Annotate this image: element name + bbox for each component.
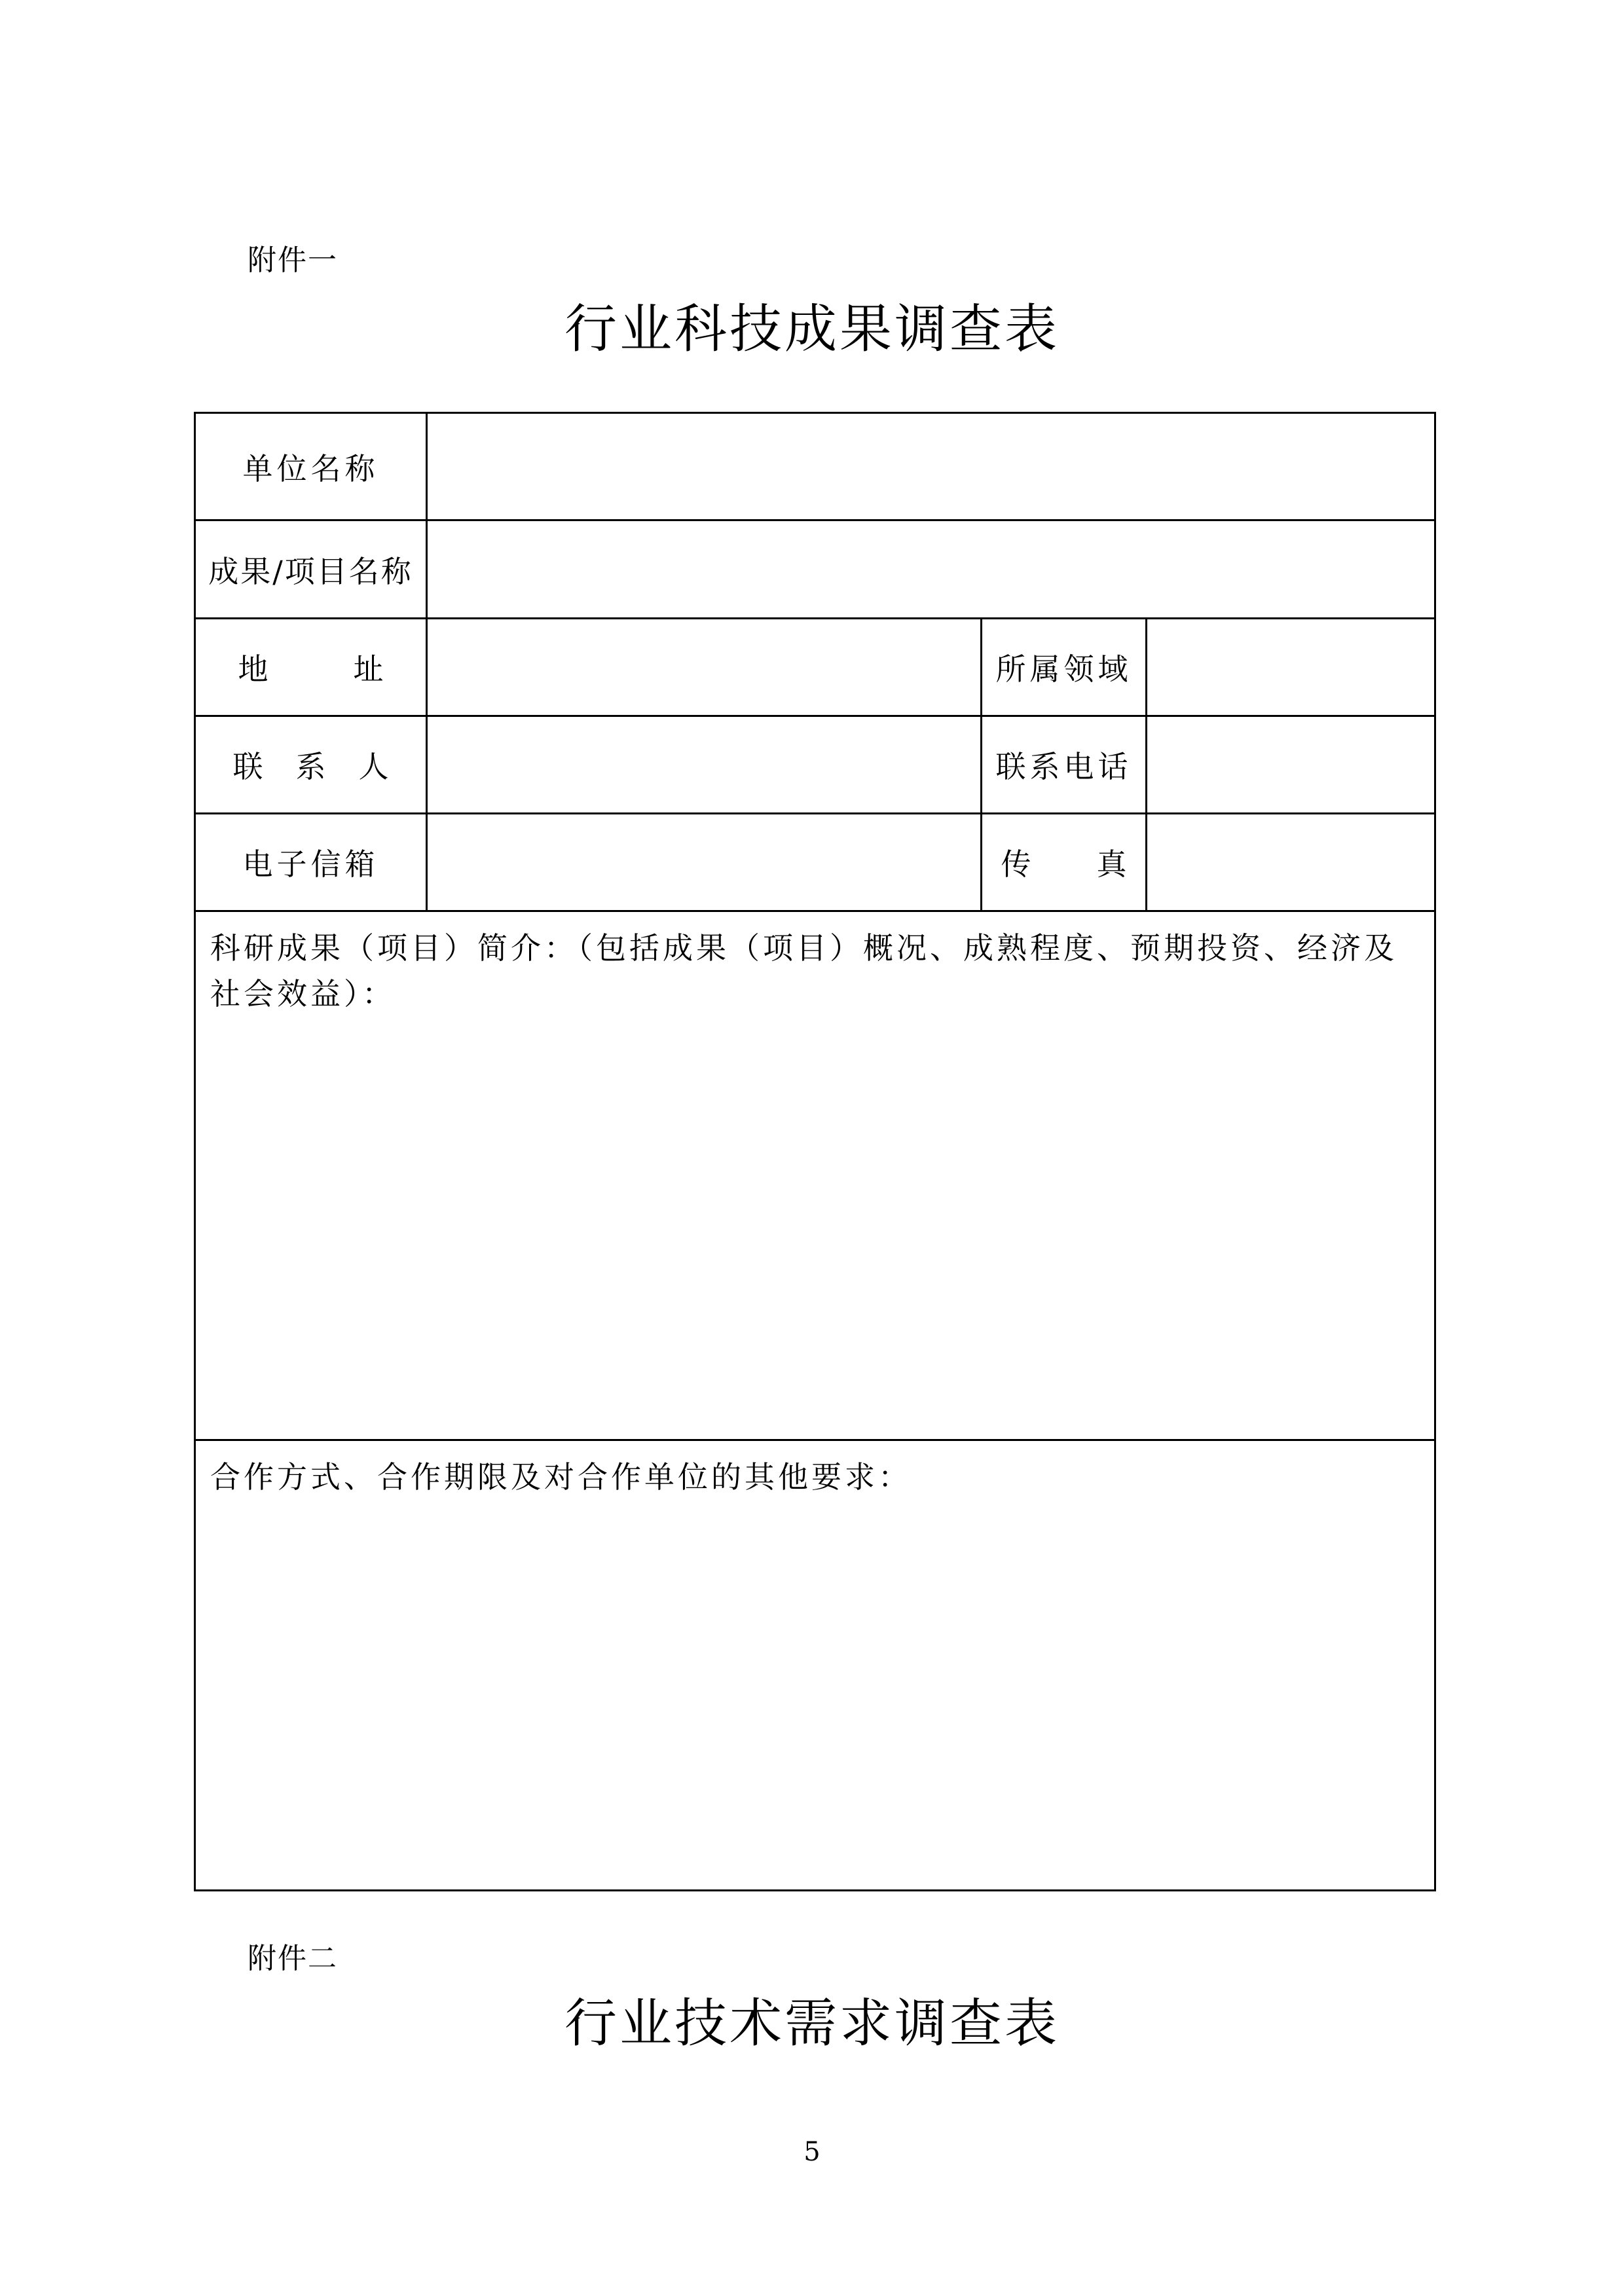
annex-2-label: 附件二 [248, 1942, 338, 1975]
summary-label: 科研成果（项目）简介：（包括成果（项目）概况、成熟程度、预期投资、经济及社会效益）： [210, 930, 1397, 1011]
field-label: 所属领域 [982, 619, 1147, 716]
row-email [195, 814, 1435, 911]
phone-label: 联系电话 [982, 716, 1147, 814]
contact-field[interactable] [427, 716, 982, 814]
address-label-char-1: 地 [238, 651, 268, 687]
row-cooperation [195, 1440, 1435, 1891]
phone-field[interactable] [1147, 716, 1435, 814]
project-name-label: 成果/项目名称 [195, 520, 427, 619]
field-field[interactable] [1147, 619, 1435, 716]
address-field[interactable] [427, 619, 982, 716]
page-number: 5 [803, 2137, 821, 2167]
fax-label-char-2: 真 [1096, 847, 1127, 882]
unit-name-label: 单位名称 [195, 413, 427, 520]
annex-2-title: 行业技术需求调查表 [564, 1993, 1060, 2054]
fax-label [982, 814, 1147, 911]
unit-name-field[interactable] [427, 413, 1435, 520]
annex-1-label: 附件一 [248, 244, 338, 277]
row-unit-name [195, 413, 1435, 520]
project-name-field[interactable] [427, 520, 1435, 619]
survey-form-table [194, 412, 1436, 1891]
summary-field[interactable] [195, 911, 1435, 1440]
address-label-char-2: 址 [353, 651, 384, 687]
cooperation-label: 合作方式、合作期限及对合作单位的其他要求： [210, 1459, 912, 1495]
contact-label [195, 716, 427, 814]
fax-field[interactable] [1147, 814, 1435, 911]
contact-label-char-1: 联 [232, 749, 263, 784]
contact-label-char-3: 人 [358, 749, 389, 784]
email-label: 电子信箱 [195, 814, 427, 911]
annex-1-title: 行业科技成果调查表 [564, 299, 1060, 359]
email-field[interactable] [427, 814, 982, 911]
row-contact [195, 716, 1435, 814]
address-label [195, 619, 427, 716]
fax-label-char-1: 传 [1001, 847, 1031, 882]
row-project-name [195, 520, 1435, 619]
contact-label-char-2: 系 [295, 749, 326, 784]
row-address [195, 619, 1435, 716]
cooperation-field[interactable] [195, 1440, 1435, 1891]
row-summary [195, 911, 1435, 1440]
